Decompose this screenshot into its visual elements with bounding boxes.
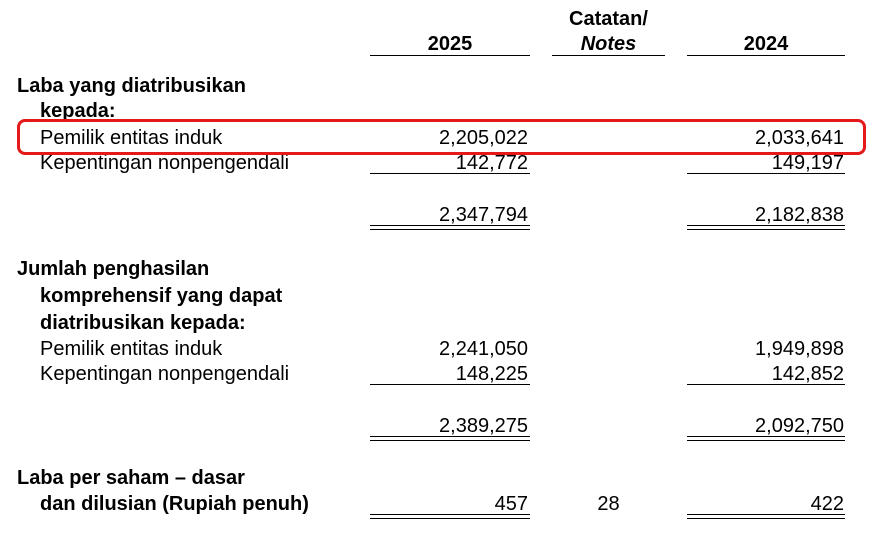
- section1-row2-2025: 142,772: [455, 152, 528, 174]
- section2-row1-label: Pemilik entitas induk: [40, 338, 223, 360]
- column-header-2024: 2024: [743, 33, 789, 55]
- section3-2024: 422: [810, 493, 844, 515]
- section3-note: 28: [597, 493, 620, 515]
- section2-row2-2024: 142,852: [771, 363, 844, 385]
- section2-row2-2025: 148,225: [455, 363, 528, 385]
- section2-row1-2025: 2,241,050: [439, 338, 528, 360]
- section2-total-2025: 2,389,275: [439, 415, 528, 437]
- section1-total-2025: 2,347,794: [439, 204, 528, 226]
- section1-subtotal-line-2024: [687, 173, 845, 174]
- header-underline-2025: [370, 55, 530, 56]
- section1-title-line2: kepada:: [40, 100, 116, 122]
- section2-total-2024: 2,092,750: [755, 415, 844, 437]
- section1-row2-2024: 149,197: [771, 152, 844, 174]
- section3-double-underline-2025: [370, 514, 530, 519]
- section1-total-2024: 2,182,838: [755, 204, 844, 226]
- section2-subtotal-line-2024: [687, 384, 845, 385]
- notes-header-line1: Catatan/: [569, 8, 648, 30]
- header-underline-notes: [552, 55, 665, 56]
- section2-title-line2: komprehensif yang dapat: [40, 285, 283, 307]
- section1-title-line1: Laba yang diatribusikan: [17, 75, 246, 97]
- section1-total-double-underline-2025: [370, 225, 530, 230]
- section2-subtotal-line-2025: [370, 384, 530, 385]
- section3-title-line2: dan dilusian (Rupiah penuh): [40, 493, 309, 515]
- section1-row1-label: Pemilik entitas induk: [40, 127, 223, 149]
- section1-subtotal-line-2025: [370, 173, 530, 174]
- section1-row1-2024: 2,033,641: [755, 127, 844, 149]
- header-underline-2024: [687, 55, 845, 56]
- highlight-box: [17, 119, 866, 155]
- section3-double-underline-2024: [687, 514, 845, 519]
- section2-total-double-underline-2024: [687, 436, 845, 441]
- section3-2025: 457: [494, 493, 528, 515]
- column-header-2025: 2025: [427, 33, 473, 55]
- section1-total-double-underline-2024: [687, 225, 845, 230]
- section1-row1-2025: 2,205,022: [439, 127, 528, 149]
- notes-header-line2: Notes: [580, 33, 637, 55]
- section2-row1-2024: 1,949,898: [755, 338, 844, 360]
- section2-title-line3: diatribusikan kepada:: [40, 312, 246, 334]
- section3-title-line1: Laba per saham – dasar: [17, 467, 245, 489]
- section2-row2-label: Kepentingan nonpengendali: [40, 363, 290, 385]
- section2-title-line1: Jumlah penghasilan: [17, 258, 210, 280]
- section1-row2-label: Kepentingan nonpengendali: [40, 152, 290, 174]
- section2-total-double-underline-2025: [370, 436, 530, 441]
